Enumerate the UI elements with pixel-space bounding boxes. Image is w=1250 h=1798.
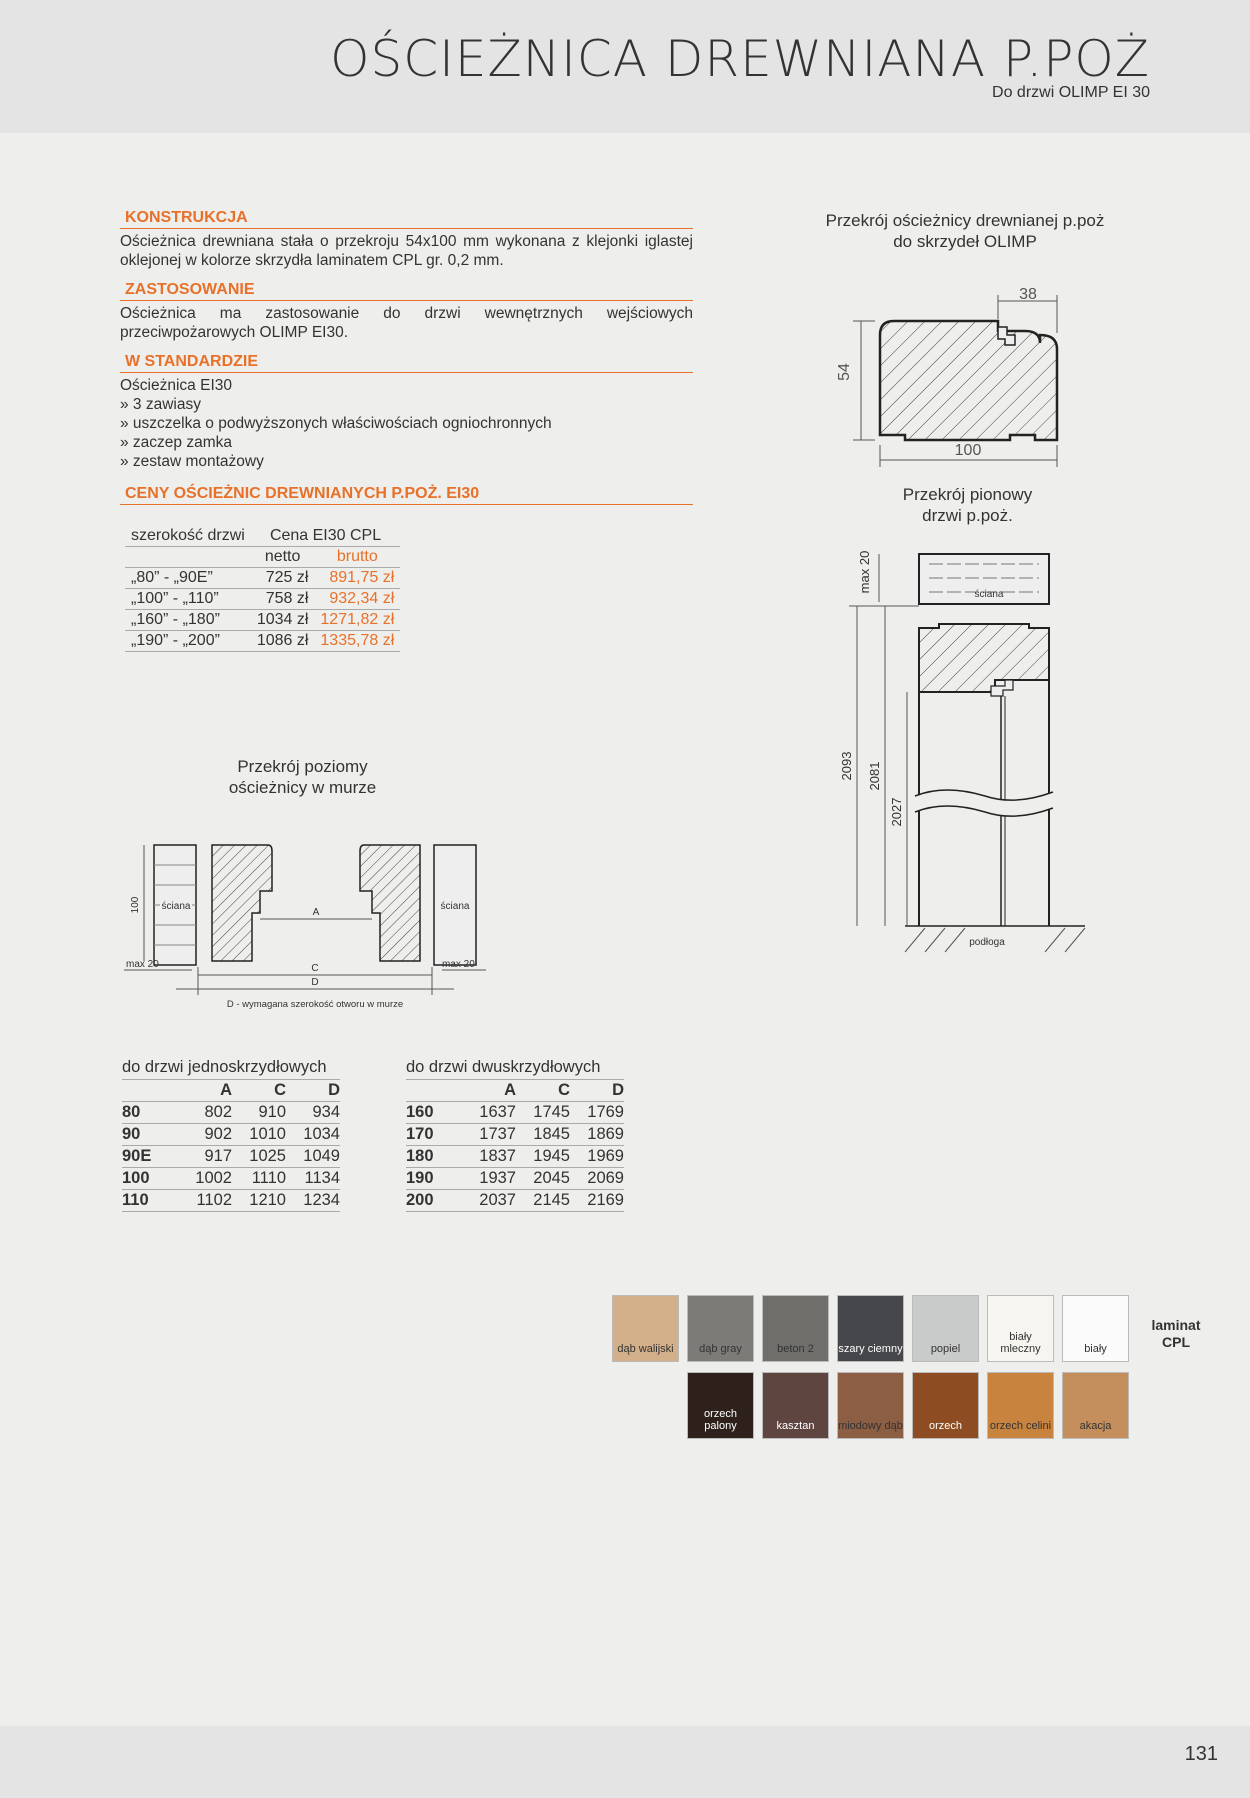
section-standard bbox=[120, 352, 693, 471]
frame-left bbox=[212, 845, 272, 961]
dim-2093: 2093 bbox=[839, 751, 854, 781]
swatch-label: akacja bbox=[1079, 1420, 1112, 1432]
section-heading: CENY OŚCIEŻNIC DREWNIANYCH P.POŻ. EI30 bbox=[120, 484, 693, 505]
cell: 1737 bbox=[462, 1124, 516, 1146]
color-swatch bbox=[912, 1295, 979, 1362]
swatch-label: dąb gray bbox=[699, 1343, 742, 1355]
swatch-label: biały mleczny bbox=[1000, 1331, 1041, 1355]
price-size: „100” - „110” bbox=[125, 589, 251, 610]
table-row bbox=[406, 1168, 624, 1190]
price-size: „190” - „200” bbox=[125, 631, 251, 652]
price-netto: 1034 zł bbox=[251, 610, 315, 631]
table-row bbox=[406, 1190, 624, 1212]
footer-band bbox=[0, 1726, 1250, 1798]
table-row bbox=[406, 1146, 624, 1168]
section-konstrukcja bbox=[120, 208, 693, 270]
cell: 2069 bbox=[570, 1168, 624, 1190]
cell: 90E bbox=[122, 1146, 178, 1168]
cross-section-diagram bbox=[835, 275, 1115, 475]
standard-item: » uszczelka o podwyższonych właściwościach ogniochronnych bbox=[120, 415, 552, 432]
cell: 80 bbox=[122, 1102, 178, 1124]
price-table bbox=[125, 526, 400, 652]
frame-head bbox=[919, 624, 1049, 692]
cell: 910 bbox=[232, 1102, 286, 1124]
cell: 1110 bbox=[232, 1168, 286, 1190]
price-col-cena: Cena EI30 CPL bbox=[251, 526, 400, 547]
wall-label-left: ściana bbox=[161, 901, 191, 912]
color-swatch bbox=[687, 1372, 754, 1439]
cell: 1234 bbox=[286, 1190, 340, 1212]
caption-line: drzwi p.poż. bbox=[922, 506, 1013, 525]
cell: 1010 bbox=[232, 1124, 286, 1146]
price-brutto: 891,75 zł bbox=[314, 568, 400, 589]
table-row bbox=[125, 610, 400, 631]
swatch-label: kasztan bbox=[776, 1420, 815, 1432]
color-swatch bbox=[837, 1372, 904, 1439]
dim-2027: 2027 bbox=[889, 797, 904, 827]
table-row bbox=[125, 631, 400, 652]
horizontal-caption bbox=[195, 756, 410, 798]
laminat-label: laminat CPL bbox=[1151, 1317, 1201, 1350]
cell: 200 bbox=[406, 1190, 462, 1212]
standard-item: » zaczep zamka bbox=[120, 434, 232, 451]
swatch-label: orzech palony bbox=[703, 1408, 738, 1432]
price-netto: 758 zł bbox=[251, 589, 315, 610]
col-header-d: D bbox=[286, 1080, 340, 1102]
color-swatch bbox=[762, 1295, 829, 1362]
price-col-size: szerokość drzwi bbox=[125, 526, 251, 547]
price-size: „80” - „90E” bbox=[125, 568, 251, 589]
cell: 1745 bbox=[516, 1102, 570, 1124]
col-header-a: A bbox=[178, 1080, 232, 1102]
cell: 902 bbox=[178, 1124, 232, 1146]
swatch-label: orzech bbox=[928, 1420, 963, 1432]
page-subtitle: Do drzwi OLIMP EI 30 bbox=[992, 84, 1150, 101]
price-brutto: 932,34 zł bbox=[314, 589, 400, 610]
standard-item: » 3 zawiasy bbox=[120, 396, 201, 413]
cell: 2169 bbox=[570, 1190, 624, 1212]
table-row bbox=[122, 1102, 340, 1124]
cell: 1134 bbox=[286, 1168, 340, 1190]
double-table-title: do drzwi dwuskrzydłowych bbox=[406, 1058, 624, 1080]
table-row bbox=[125, 568, 400, 589]
color-swatch bbox=[1062, 1372, 1129, 1439]
cell: 1002 bbox=[178, 1168, 232, 1190]
cell: 1937 bbox=[462, 1168, 516, 1190]
page-number: 131 bbox=[1184, 1743, 1218, 1765]
cell: 1025 bbox=[232, 1146, 286, 1168]
dim-d: D bbox=[311, 977, 319, 988]
wall-label-right: ściana bbox=[440, 901, 470, 912]
price-netto-header: netto bbox=[251, 547, 315, 568]
cell: 160 bbox=[406, 1102, 462, 1124]
caption-line: Przekrój ościeżnicy drewnianej p.poż bbox=[825, 211, 1105, 230]
cell: 1637 bbox=[462, 1102, 516, 1124]
cell: 1837 bbox=[462, 1146, 516, 1168]
color-swatch bbox=[837, 1295, 904, 1362]
horizontal-section-diagram bbox=[120, 835, 490, 1015]
cell: 2037 bbox=[462, 1190, 516, 1212]
color-swatch bbox=[687, 1295, 754, 1362]
dim-a: A bbox=[312, 907, 320, 918]
dim-54: 54 bbox=[836, 363, 853, 381]
table-row bbox=[406, 1124, 624, 1146]
swatch-label: dąb walijski bbox=[617, 1343, 674, 1355]
section-text: Ościeżnica drewniana stała o przekroju 54x100 mm wykonana z klejonki iglastej oklejonej w kolorze skrzydła laminatem CPL gr. 0,2 mm. bbox=[120, 233, 693, 269]
section-text: Ościeżnica ma zastosowanie do drzwi wewnętrznych wejściowych przeciwpożarowych OLIMP EI30. bbox=[120, 305, 693, 341]
swatch-label: szary ciemny bbox=[838, 1343, 903, 1355]
dim-100: 100 bbox=[954, 442, 982, 459]
caption-line: do skrzydeł OLIMP bbox=[893, 232, 1037, 251]
cell: 1049 bbox=[286, 1146, 340, 1168]
col-header-c: C bbox=[516, 1080, 570, 1102]
caption-line: Przekrój pionowy bbox=[902, 485, 1033, 504]
cell: 934 bbox=[286, 1102, 340, 1124]
table-row bbox=[122, 1168, 340, 1190]
swatch-label: biały bbox=[1084, 1343, 1107, 1355]
swatch-label: beton 2 bbox=[777, 1343, 814, 1355]
frame-profile bbox=[880, 321, 1057, 440]
section-heading: KONSTRUKCJA bbox=[120, 208, 693, 229]
cell: 802 bbox=[178, 1102, 232, 1124]
section-ceny bbox=[120, 484, 693, 505]
vertical-caption bbox=[870, 484, 1065, 526]
price-brutto-header: brutto bbox=[314, 547, 400, 568]
caption-line: Przekrój poziomy bbox=[237, 757, 368, 776]
color-swatch bbox=[987, 1372, 1054, 1439]
caption-line: ościeżnicy w murze bbox=[228, 778, 377, 797]
cell: 110 bbox=[122, 1190, 178, 1212]
cell: 100 bbox=[122, 1168, 178, 1190]
opening-note: D - wymagana szerokość otworu w murze bbox=[226, 999, 404, 1010]
table-row bbox=[122, 1146, 340, 1168]
cell: 1969 bbox=[570, 1146, 624, 1168]
table-row bbox=[122, 1124, 340, 1146]
page-title: OŚCIEŻNICA DREWNIANA P.POŻ bbox=[330, 30, 1150, 88]
cell: 1210 bbox=[232, 1190, 286, 1212]
cell: 1945 bbox=[516, 1146, 570, 1168]
standard-item: » zestaw montażowy bbox=[120, 453, 264, 470]
section-heading: W STANDARDZIE bbox=[120, 352, 693, 373]
col-header-c: C bbox=[232, 1080, 286, 1102]
color-swatch bbox=[762, 1372, 829, 1439]
double-leaf-table bbox=[406, 1058, 624, 1212]
table-row bbox=[406, 1102, 624, 1124]
wall-label: ściana bbox=[974, 589, 1004, 600]
cell: 1845 bbox=[516, 1124, 570, 1146]
price-netto: 725 zł bbox=[251, 568, 315, 589]
cell: 90 bbox=[122, 1124, 178, 1146]
cell: 190 bbox=[406, 1168, 462, 1190]
dim-c: C bbox=[311, 963, 319, 974]
swatch-label: miodowy dąb bbox=[838, 1420, 903, 1432]
swatch-label: popiel bbox=[930, 1343, 961, 1355]
dim-2081: 2081 bbox=[867, 761, 882, 791]
col-header-a: A bbox=[462, 1080, 516, 1102]
price-netto: 1086 zł bbox=[251, 631, 315, 652]
cell: 917 bbox=[178, 1146, 232, 1168]
cell: 1869 bbox=[570, 1124, 624, 1146]
section-heading: ZASTOSOWANIE bbox=[120, 280, 693, 301]
cell: 2045 bbox=[516, 1168, 570, 1190]
col-header-d: D bbox=[570, 1080, 624, 1102]
cell: 1769 bbox=[570, 1102, 624, 1124]
dim-38: 38 bbox=[1019, 286, 1037, 303]
cell: 170 bbox=[406, 1124, 462, 1146]
swatch-label: orzech celini bbox=[989, 1420, 1052, 1432]
dim-100: 100 bbox=[130, 896, 141, 914]
color-swatch bbox=[1062, 1295, 1129, 1362]
table-row bbox=[122, 1190, 340, 1212]
price-brutto: 1271,82 zł bbox=[314, 610, 400, 631]
cell: 180 bbox=[406, 1146, 462, 1168]
dim-max-left: max 20 bbox=[126, 959, 159, 970]
color-swatch bbox=[612, 1295, 679, 1362]
section-zastosowanie bbox=[120, 280, 693, 342]
cell: 2145 bbox=[516, 1190, 570, 1212]
vertical-section-diagram bbox=[835, 540, 1095, 960]
frame-right bbox=[360, 845, 420, 961]
color-swatch bbox=[912, 1372, 979, 1439]
standard-title: Ościeżnica EI30 bbox=[120, 377, 232, 394]
floor-label: podłoga bbox=[969, 937, 1005, 948]
price-brutto: 1335,78 zł bbox=[314, 631, 400, 652]
price-size: „160” - „180” bbox=[125, 610, 251, 631]
single-table-title: do drzwi jednoskrzydłowych bbox=[122, 1058, 340, 1080]
dim-max-right: max 20 bbox=[442, 959, 475, 970]
table-row bbox=[125, 589, 400, 610]
single-leaf-table bbox=[122, 1058, 340, 1212]
cell: 1102 bbox=[178, 1190, 232, 1212]
dim-max20: max 20 bbox=[857, 550, 872, 594]
cell: 1034 bbox=[286, 1124, 340, 1146]
cross-section-caption bbox=[790, 210, 1140, 252]
color-swatch bbox=[987, 1295, 1054, 1362]
